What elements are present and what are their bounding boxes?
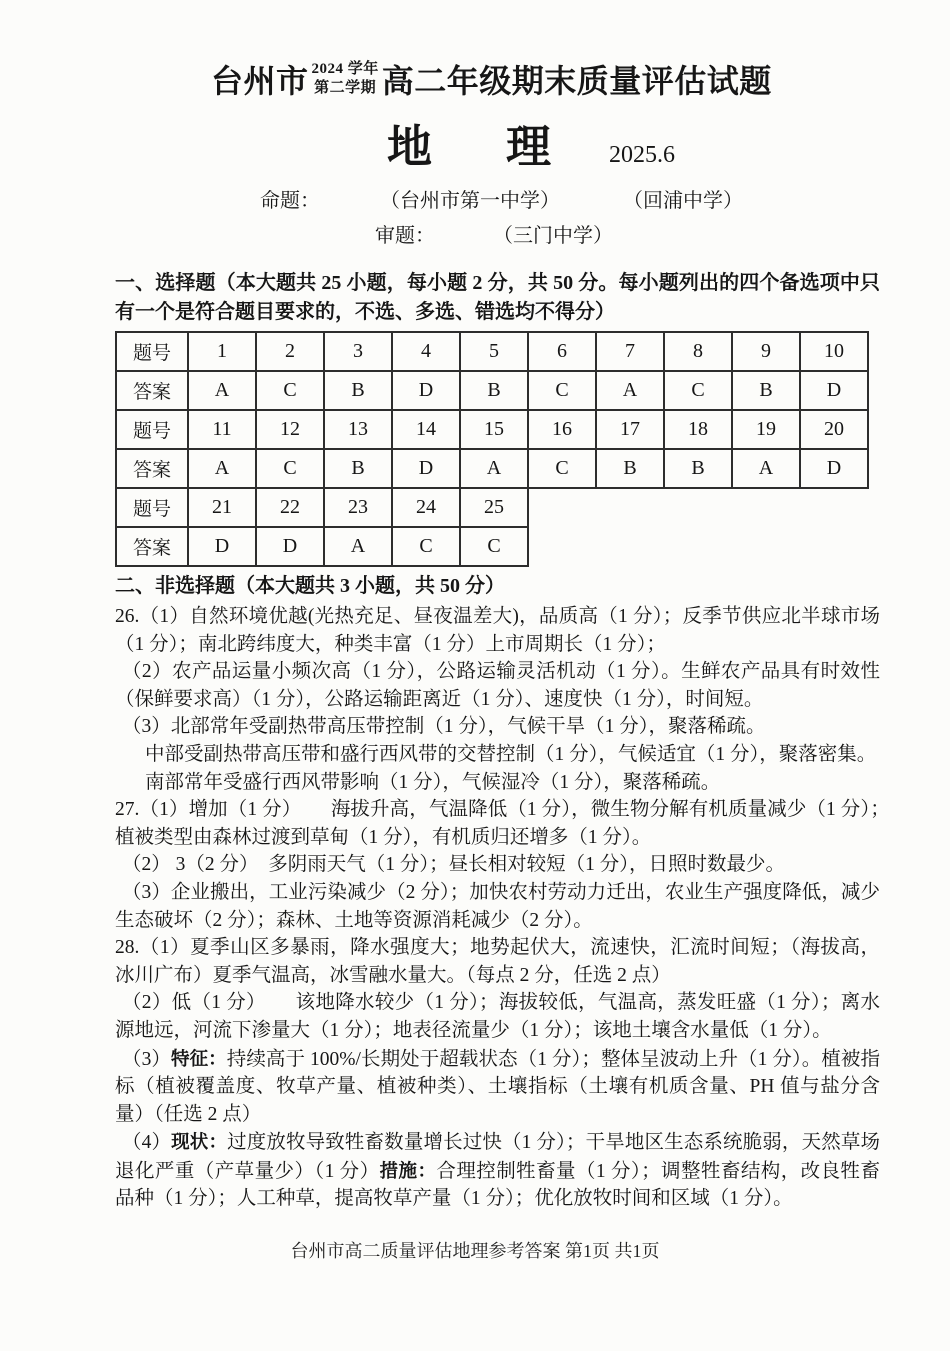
answer-cell: B [324, 371, 392, 410]
question-number-cell: 20 [800, 410, 868, 449]
row-label: 答案 [116, 527, 188, 566]
question-number-row [116, 488, 868, 527]
answer-cell: B [460, 371, 528, 410]
subject-row [387, 110, 880, 175]
answer-text: （2）农产品运量小频次高（1 分），公路运输灵活机动（1 分）。生鲜农产品具有时效性（保鲜要求高）（1 分），公路运输距离近（1 分）、速度快（1 分），时间短。 [115, 661, 880, 710]
answer-keyword: 现状： [171, 1131, 228, 1153]
answer-cell: C [460, 527, 528, 566]
reviewer-label: 审题： [375, 225, 435, 247]
answer-keyword: 特征： [171, 1047, 227, 1069]
answer-cell: A [732, 449, 800, 488]
question-number-cell: 4 [392, 332, 460, 371]
question-number-cell: 10 [800, 332, 868, 371]
document-header [115, 56, 880, 248]
answer-cell: D [188, 527, 256, 566]
question-number-cell: 18 [664, 410, 732, 449]
answer-paragraph [115, 1128, 880, 1213]
question-number-cell: 9 [732, 332, 800, 371]
row-label: 答案 [116, 371, 188, 410]
row-label: 题号 [116, 410, 188, 449]
footer-page-text: 台州市高二质量评估地理参考答案 第1页 共1页 [290, 1241, 660, 1261]
question-number-cell: 6 [528, 332, 596, 371]
answer-cell: B [664, 449, 732, 488]
question-number-cell: 1 [188, 332, 256, 371]
title-city: 台州市 [211, 63, 309, 99]
question-number-row [116, 332, 868, 371]
answer-paragraph [115, 603, 880, 658]
free-response-answers [115, 603, 900, 1213]
answer-text: （4） [122, 1132, 172, 1154]
question-number-cell: 13 [324, 410, 392, 449]
reviewer-row [375, 219, 880, 248]
answer-cell: B [732, 371, 800, 410]
answer-text: 26.（1）自然环境优越(光热充足、昼夜温差大)，品质高（1 分）；反季节供应北半球市场（1 分）；南北跨纬度大，种类丰富（1 分）上市周期长（1 分）； [115, 606, 880, 655]
multiple-choice-section [115, 269, 880, 567]
question-number-cell: 24 [392, 488, 460, 527]
subject-name [387, 110, 553, 175]
row-label: 题号 [116, 332, 188, 371]
answer-paragraph [115, 796, 900, 851]
question-number-cell: 5 [460, 332, 528, 371]
answer-text: 中部受副热带高压带和盛行西风带的交替控制（1 分），气候适宜（1 分），聚落密集。 [145, 743, 877, 765]
answer-paragraph [115, 741, 880, 769]
answer-paragraph [115, 713, 880, 741]
question-number-cell: 15 [460, 410, 528, 449]
question-number-row [116, 410, 868, 449]
answer-cell: C [528, 449, 596, 488]
proposer-row [260, 184, 880, 213]
question-number-cell: 14 [392, 410, 460, 449]
answer-paragraph [115, 769, 880, 797]
answer-cell: C [392, 527, 460, 566]
answer-text: （2）低（1 分） 该地降水较少（1 分）；海拔较低，气温高，蒸发旺盛（1 分）；离水源地远，河流下渗量大（1 分）；地表径流量少（1 分）；该地土壤含水量低（1 分）。 [115, 992, 880, 1041]
answer-cell: C [664, 371, 732, 410]
answer-cell: B [596, 449, 664, 488]
answer-cell: A [460, 449, 528, 488]
question-number-cell: 23 [324, 488, 392, 527]
question-number-cell: 12 [256, 410, 324, 449]
answer-paragraph [115, 934, 880, 989]
answer-text: （3）北部常年受副热带高压带控制（1 分），气候干旱（1 分），聚落稀疏。 [122, 716, 766, 738]
answer-cell: D [800, 449, 868, 488]
question-number-cell: 8 [664, 332, 732, 371]
answer-row [116, 527, 868, 566]
answer-cell: C [256, 449, 324, 488]
title-term-stack [312, 60, 379, 98]
answer-text: 27.（1）增加（1 分） 海拔升高，气温降低（1 分），微生物分解有机质量减少（1 分）； 植被类型由森林过渡到草甸（1 分），有机质归还增多（1 分）。 [115, 799, 900, 848]
answer-text: （2） 3（2 分） 多阴雨天气（1 分）；昼长相对较短（1 分），日照时数最少。 [122, 854, 786, 876]
answer-cell: A [188, 449, 256, 488]
question-number-cell: 19 [732, 410, 800, 449]
subject-char-1: 地 [387, 122, 435, 172]
title-term-year: 2024 学年 [311, 61, 379, 78]
answer-paragraph [115, 658, 880, 713]
exam-date: 2025.6 [609, 142, 676, 168]
document-footer [0, 1237, 950, 1263]
answer-text: 持续高于 100%/长期处于超载状态（1 分）；整体呈波动上升（1 分）。植被指标（植被覆盖度、牧草产量、植被种类）、土壤指标（土壤有机质含量、PH 值与盐分含量）（任选 2 点） [115, 1048, 880, 1125]
question-number-cell: 3 [324, 332, 392, 371]
section1-heading: 一、选择题（本大题共 25 小题，每小题 2 分，共 50 分。每小题列出的四个备选项中只有一个是符合题目要求的，不选、多选、错选均不得分） [115, 272, 880, 323]
question-number-cell: 7 [596, 332, 664, 371]
answer-row [116, 371, 868, 410]
reviewer-school: （三门中学） [493, 225, 613, 247]
answer-cell: A [188, 371, 256, 410]
answer-cell: A [324, 527, 392, 566]
answer-table-body [116, 332, 868, 566]
answer-text: 合理控制牲畜量（1 分）；调整牲畜结构，改良牲畜品种（1 分）；人工种草，提高牧草产量（1 分）；优化放牧时间和区域（1 分）。 [115, 1160, 880, 1210]
question-number-cell: 11 [188, 410, 256, 449]
row-label: 题号 [116, 488, 188, 527]
title-main: 高二年级期末质量评估试题 [381, 63, 772, 99]
answer-cell: D [256, 527, 324, 566]
answer-paragraph [115, 1045, 880, 1129]
answer-text: （3）企业搬出，工业污染减少（2 分）；加快农村劳动力迁出，农业生产强度降低，减少生态破坏（2 分）；森林、土地等资源消耗减少（2 分）。 [115, 881, 880, 931]
question-number-cell: 16 [528, 410, 596, 449]
proposer-school-1: （台州市第一中学） [380, 190, 560, 212]
answer-row [116, 449, 868, 488]
answer-cell: B [324, 449, 392, 488]
answer-text: 过度放牧导致牲畜数量增长过快（1 分）；干旱地区生态系统脆弱，天然草场退化严重（产草量少）（1 分） [115, 1132, 880, 1182]
free-response-section [115, 572, 900, 1213]
answer-keyword: 措施： [379, 1159, 437, 1181]
proposer-label: 命题： [260, 190, 320, 212]
answer-text: （3） [122, 1048, 171, 1070]
answer-cell: C [528, 371, 596, 410]
answer-text: 28.（1）夏季山区多暴雨，降水强度大；地势起伏大，流速快，汇流时间短；（海拔高，冰川广布）夏季气温高，冰雪融水量大。（每点 2 分，任选 2 点） [115, 937, 880, 986]
proposer-school-2: （回浦中学） [623, 190, 743, 212]
answer-cell: A [596, 371, 664, 410]
answer-cell: D [800, 371, 868, 410]
answer-cell: D [392, 449, 460, 488]
answer-paragraph [115, 879, 880, 934]
question-number-cell: 22 [256, 488, 324, 527]
question-number-cell: 25 [460, 488, 528, 527]
row-label: 答案 [116, 449, 188, 488]
answer-cell: C [256, 371, 324, 410]
answer-table [115, 331, 869, 567]
answer-cell: D [392, 371, 460, 410]
question-number-cell: 21 [188, 488, 256, 527]
subject-char-2: 理 [506, 122, 554, 172]
exam-title [211, 56, 880, 102]
question-number-cell: 17 [596, 410, 664, 449]
answer-text: 南部常年受盛行西风带影响（1 分），气候湿冷（1 分），聚落稀疏。 [145, 771, 721, 793]
question-number-cell: 2 [256, 332, 324, 371]
title-term-semester: 第二学期 [314, 80, 377, 96]
answer-paragraph [115, 851, 880, 879]
answer-paragraph [115, 989, 880, 1044]
section2-heading: 二、非选择题（本大题共 3 小题，共 50 分） [115, 575, 505, 597]
